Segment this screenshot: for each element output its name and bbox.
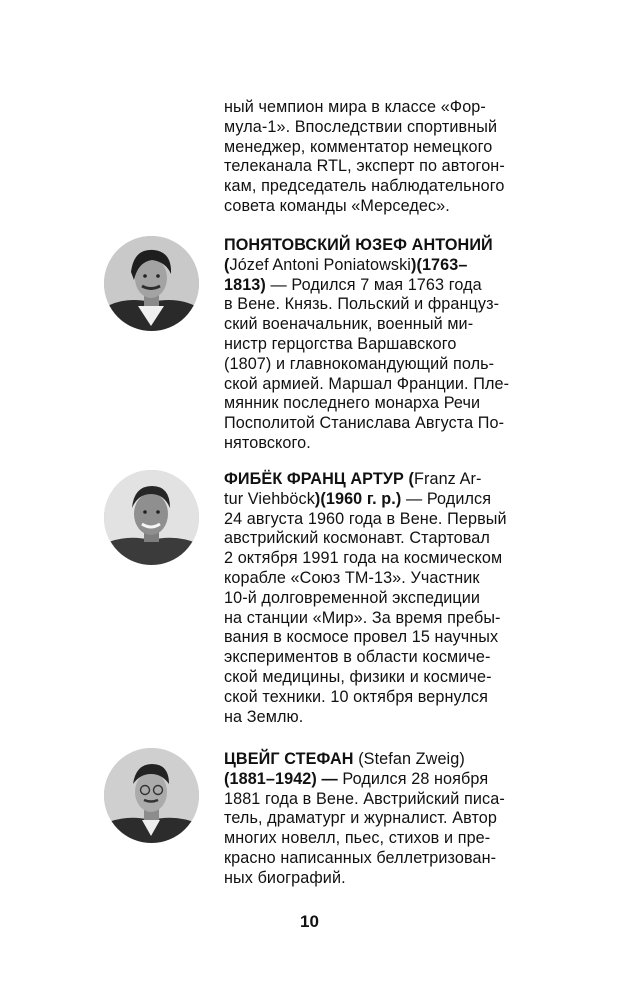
entry-poniatowski	[224, 236, 544, 454]
text-line: на станции «Мир». За время пребы-	[224, 608, 501, 627]
entry-dates: )(1763–	[410, 255, 468, 274]
entry-viehboeck	[224, 470, 544, 727]
text-line: телеканала RTL, эксперт по автогон-	[224, 157, 505, 176]
latin-name: tur Viehböck	[224, 489, 315, 508]
text-line: мянник последнего монарха Речи	[224, 394, 481, 413]
intro-paragraph	[224, 98, 544, 217]
text-line: ской техники. 10 октября вернулся	[224, 687, 488, 706]
entry-dates: 1813)	[224, 275, 266, 294]
latin-name: Józef Antoni Poniatowski	[229, 255, 411, 274]
text-line: кам, председатель наблюдательного	[224, 177, 505, 196]
text-line: (1807) и главнокомандующий поль-	[224, 354, 495, 373]
text-line: корабле «Союз ТМ-13». Участник	[224, 568, 480, 587]
text-line: 2 октября 1991 года на космическом	[224, 549, 503, 568]
text-line: в Вене. Князь. Польский и француз-	[224, 295, 500, 314]
entry-name: ПОНЯТОВСКИЙ ЮЗЕФ АНТОНИЙ	[224, 236, 493, 254]
portrait-viehboeck	[104, 470, 199, 565]
portrait-poniatowski	[104, 236, 199, 331]
text-line: экспериментов в области космиче-	[224, 648, 491, 667]
text-line: австрийский космонавт. Стартовал	[224, 529, 490, 548]
text-line: ский военачальник, военный ми-	[224, 315, 474, 334]
text-line: ный чемпион мира в классе «Фор-	[224, 98, 486, 116]
portrait-zweig	[104, 748, 199, 843]
text-line: вания в космосе провел 15 научных	[224, 628, 499, 647]
text-line: красно написанных беллетризован-	[224, 848, 497, 867]
text-line: 10-й долговременной экспедиции	[224, 588, 481, 607]
text-line: ской медицины, физики и космиче-	[224, 667, 492, 686]
text-fragment: (	[224, 255, 230, 274]
entry-dates: (1881–1942) —	[224, 769, 338, 788]
text-line: Посполитой Станислава Августа По-	[224, 414, 505, 433]
text-fragment: Родился 28 ноября	[337, 769, 489, 788]
text-line: тель, драматург и журналист. Автор	[224, 809, 497, 828]
latin-name: (Stefan Zweig)	[353, 750, 465, 768]
text-line: нистр герцогства Варшавского	[224, 334, 457, 353]
text-line: мула-1». Впоследствии спортивный	[224, 117, 498, 136]
text-fragment: — Родился 7 мая 1763 года	[265, 275, 482, 294]
text-line: ных биографий.	[224, 868, 346, 887]
page-number: 10	[300, 912, 319, 931]
text-line: многих новелл, пьес, стихов и пре-	[224, 829, 491, 848]
entry-zweig	[224, 750, 544, 889]
text-line: ской армией. Маршал Франции. Пле-	[224, 374, 510, 393]
entry-dates: )(1960 г. р.)	[314, 489, 402, 508]
text-line: 1881 года в Вене. Австрийский писа-	[224, 789, 505, 808]
entry-name: ЦВЕЙГ СТЕФАН	[224, 750, 354, 768]
text-line: нятовского.	[224, 433, 311, 452]
entry-name: ФИБЁК ФРАНЦ АРТУР (	[224, 470, 414, 488]
text-line: на Землю.	[224, 707, 304, 726]
latin-name: Franz Ar-	[414, 470, 482, 488]
text-line: совета команды «Мерседес».	[224, 196, 450, 215]
text-fragment: — Родился	[401, 489, 492, 508]
text-line: 24 августа 1960 года в Вене. Первый	[224, 509, 507, 528]
text-line: менеджер, комментатор немецкого	[224, 137, 493, 156]
